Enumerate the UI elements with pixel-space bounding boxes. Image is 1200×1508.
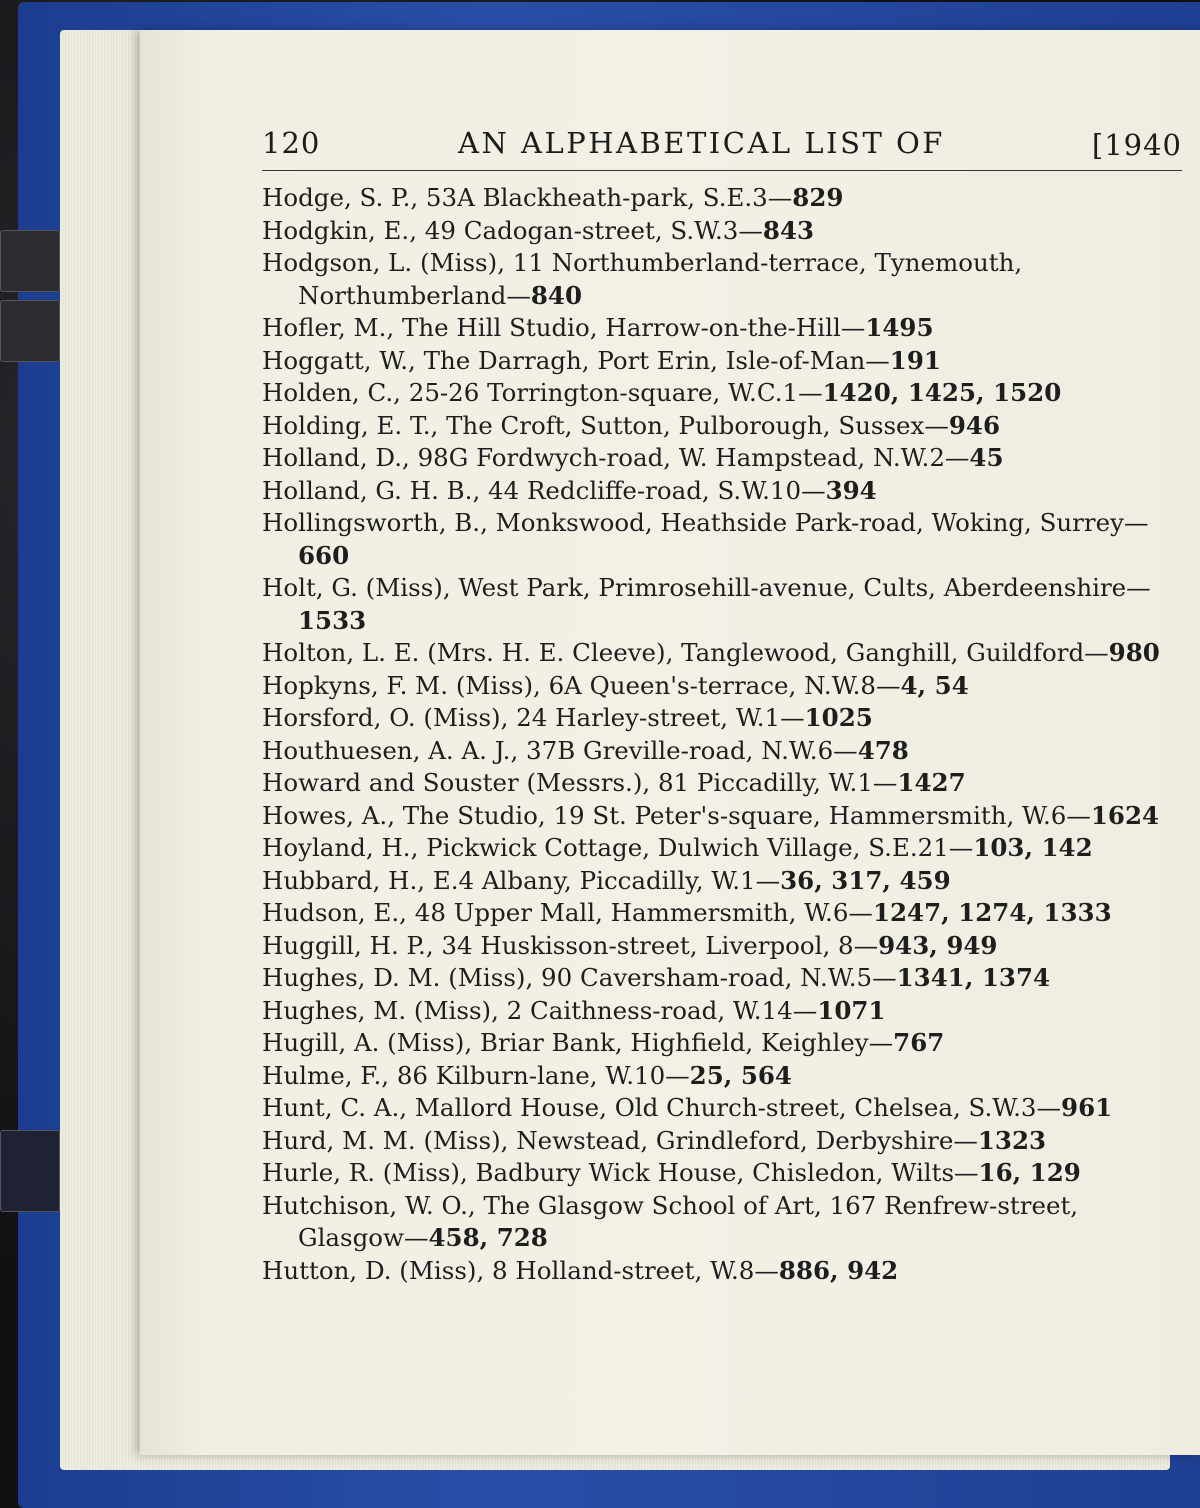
list-item [262, 637, 1182, 670]
list-item [262, 1027, 1182, 1060]
entry-catalogue-numbers: 767 [893, 1028, 945, 1057]
list-item [262, 1190, 1182, 1255]
list-item [262, 215, 1182, 248]
entry-text: Hughes, M. (Miss), 2 Caithness-road, W.14— [262, 995, 818, 1025]
list-item [262, 800, 1182, 833]
entry-catalogue-numbers: 1624 [1090, 800, 1160, 830]
entry-list [262, 182, 1182, 1287]
entry-text: Hunt, C. A., Mallord House, Old Church-street, Chelsea, S.W.3— [262, 1093, 1062, 1122]
list-item [262, 962, 1182, 995]
list-item [262, 930, 1182, 963]
entry-text: Hoggatt, W., The Darragh, Port Erin, Isle-of-Man— [262, 345, 890, 375]
entry-text: Hofler, M., The Hill Studio, Harrow-on-the-Hill— [262, 313, 866, 342]
entry-catalogue-numbers: 1427 [897, 768, 966, 797]
binding-tab [0, 230, 60, 292]
entry-catalogue-numbers: 840 [530, 280, 582, 310]
entry-text: Hutton, D. (Miss), 8 Holland-street, W.8— [262, 1255, 779, 1285]
list-item [262, 995, 1182, 1028]
entry-catalogue-numbers: 1247, 1274, 1333 [872, 898, 1112, 927]
entry-text: Houthuesen, A. A. J., 37B Greville-road, N.W.6— [262, 735, 858, 765]
entry-text: Hurd, M. M. (Miss), Newstead, Grindleford, Derbyshire— [262, 1125, 978, 1155]
entry-catalogue-numbers: 1533 [298, 605, 367, 635]
entry-text: Hulme, F., 86 Kilburn-lane, W.10— [262, 1060, 690, 1090]
entry-catalogue-numbers: 478 [857, 735, 909, 765]
entry-text: Hollingsworth, B., Monkswood, Heathside Park-road, Woking, Surrey— [262, 508, 1149, 537]
entry-text: Hodgkin, E., 49 Cadogan-street, S.W.3— [262, 215, 763, 245]
list-item [262, 442, 1182, 475]
running-title: AN ALPHABETICAL LIST OF [458, 126, 945, 160]
entry-text: Hodgson, L. (Miss), 11 Northumberland-terrace, Tynemouth, Northumberland— [262, 248, 1023, 310]
binding-tab [0, 1130, 60, 1212]
list-item [262, 767, 1182, 800]
entry-catalogue-numbers: 829 [792, 183, 844, 212]
entry-catalogue-numbers: 1025 [804, 703, 873, 732]
binding-tab [0, 300, 60, 362]
list-item [262, 1157, 1182, 1190]
entry-text: Hugill, A. (Miss), Briar Bank, Highfield, Keighley— [262, 1028, 894, 1057]
list-item [262, 377, 1182, 410]
entry-text: Hopkyns, F. M. (Miss), 6A Queen's-terrace, N.W.8— [262, 670, 901, 700]
list-item [262, 735, 1182, 768]
list-item [262, 572, 1182, 637]
entry-text: Horsford, O. (Miss), 24 Harley-street, W.1— [262, 703, 805, 732]
entry-catalogue-numbers: 4, 54 [900, 670, 969, 700]
entry-catalogue-numbers: 1420, 1425, 1520 [822, 378, 1062, 407]
list-item [262, 897, 1182, 930]
list-item [262, 475, 1182, 508]
list-item [262, 507, 1182, 572]
entry-catalogue-numbers: 45 [969, 443, 1004, 472]
entry-text: Howard and Souster (Messrs.), 81 Piccadilly, W.1— [262, 768, 898, 797]
list-item [262, 670, 1182, 703]
list-item [262, 1255, 1182, 1288]
list-item [262, 345, 1182, 378]
entry-text: Hoyland, H., Pickwick Cottage, Dulwich Village, S.E.21— [262, 833, 974, 862]
entry-text: Holland, D., 98G Fordwych-road, W. Hampstead, N.W.2— [262, 443, 970, 472]
entry-catalogue-numbers: 1341, 1374 [896, 963, 1051, 992]
entry-text: Hutchison, W. O., The Glasgow School of Art, 167 Renfrew-street, Glasgow— [262, 1190, 1079, 1252]
entry-catalogue-numbers: 980 [1108, 638, 1160, 667]
entry-text: Hurle, R. (Miss), Badbury Wick House, Chisledon, Wilts— [262, 1158, 979, 1187]
list-item [262, 182, 1182, 215]
entry-text: Holland, G. H. B., 44 Redcliffe-road, S.W.10— [262, 475, 826, 505]
entry-catalogue-numbers: 191 [889, 345, 941, 375]
entry-catalogue-numbers: 961 [1061, 1093, 1113, 1122]
entry-text: Holding, E. T., The Croft, Sutton, Pulborough, Sussex— [262, 410, 949, 440]
page-header [262, 124, 1182, 171]
entry-catalogue-numbers: 25, 564 [689, 1060, 792, 1090]
entry-text: Hubbard, H., E.4 Albany, Piccadilly, W.1— [262, 865, 781, 895]
entry-text: Huggill, H. P., 34 Huskisson-street, Liverpool, 8— [262, 930, 879, 960]
entry-text: Holt, G. (Miss), West Park, Primrosehill-avenue, Cults, Aberdeenshire— [262, 573, 1151, 602]
entry-catalogue-numbers: 943, 949 [878, 930, 998, 960]
list-item [262, 865, 1182, 898]
entry-catalogue-numbers: 394 [825, 475, 877, 505]
list-item [262, 1060, 1182, 1093]
entry-catalogue-numbers: 1323 [977, 1125, 1047, 1155]
entry-catalogue-numbers: 1495 [865, 313, 934, 342]
entry-catalogue-numbers: 16, 129 [978, 1158, 1081, 1187]
entry-catalogue-numbers: 1071 [817, 995, 886, 1025]
list-item [262, 1092, 1182, 1125]
list-item [262, 702, 1182, 735]
entry-catalogue-numbers: 843 [762, 215, 815, 245]
entry-text: Hughes, D. M. (Miss), 90 Caversham-road, N.W.5— [262, 963, 897, 992]
entry-catalogue-numbers: 36, 317, 459 [780, 865, 951, 895]
list-item [262, 1125, 1182, 1158]
list-item [262, 832, 1182, 865]
year-mark: [1940 [1091, 128, 1182, 162]
list-item [262, 247, 1182, 312]
page-number: 120 [262, 126, 321, 160]
entry-catalogue-numbers: 458, 728 [428, 1223, 548, 1252]
entry-catalogue-numbers: 886, 942 [778, 1255, 899, 1285]
entry-catalogue-numbers: 660 [298, 540, 350, 570]
entry-text: Howes, A., The Studio, 19 St. Peter's-square, Hammersmith, W.6— [262, 800, 1091, 830]
entry-catalogue-numbers: 103, 142 [973, 833, 1093, 862]
list-item [262, 312, 1182, 345]
entry-text: Hudson, E., 48 Upper Mall, Hammersmith, W.6— [262, 898, 873, 927]
entry-text: Holden, C., 25-26 Torrington-square, W.C.1— [262, 378, 823, 407]
entry-text: Holton, L. E. (Mrs. H. E. Cleeve), Tanglewood, Ganghill, Guildford— [262, 638, 1109, 667]
list-item [262, 410, 1182, 443]
entry-text: Hodge, S. P., 53A Blackheath-park, S.E.3— [262, 183, 793, 212]
entry-catalogue-numbers: 946 [948, 410, 1001, 440]
